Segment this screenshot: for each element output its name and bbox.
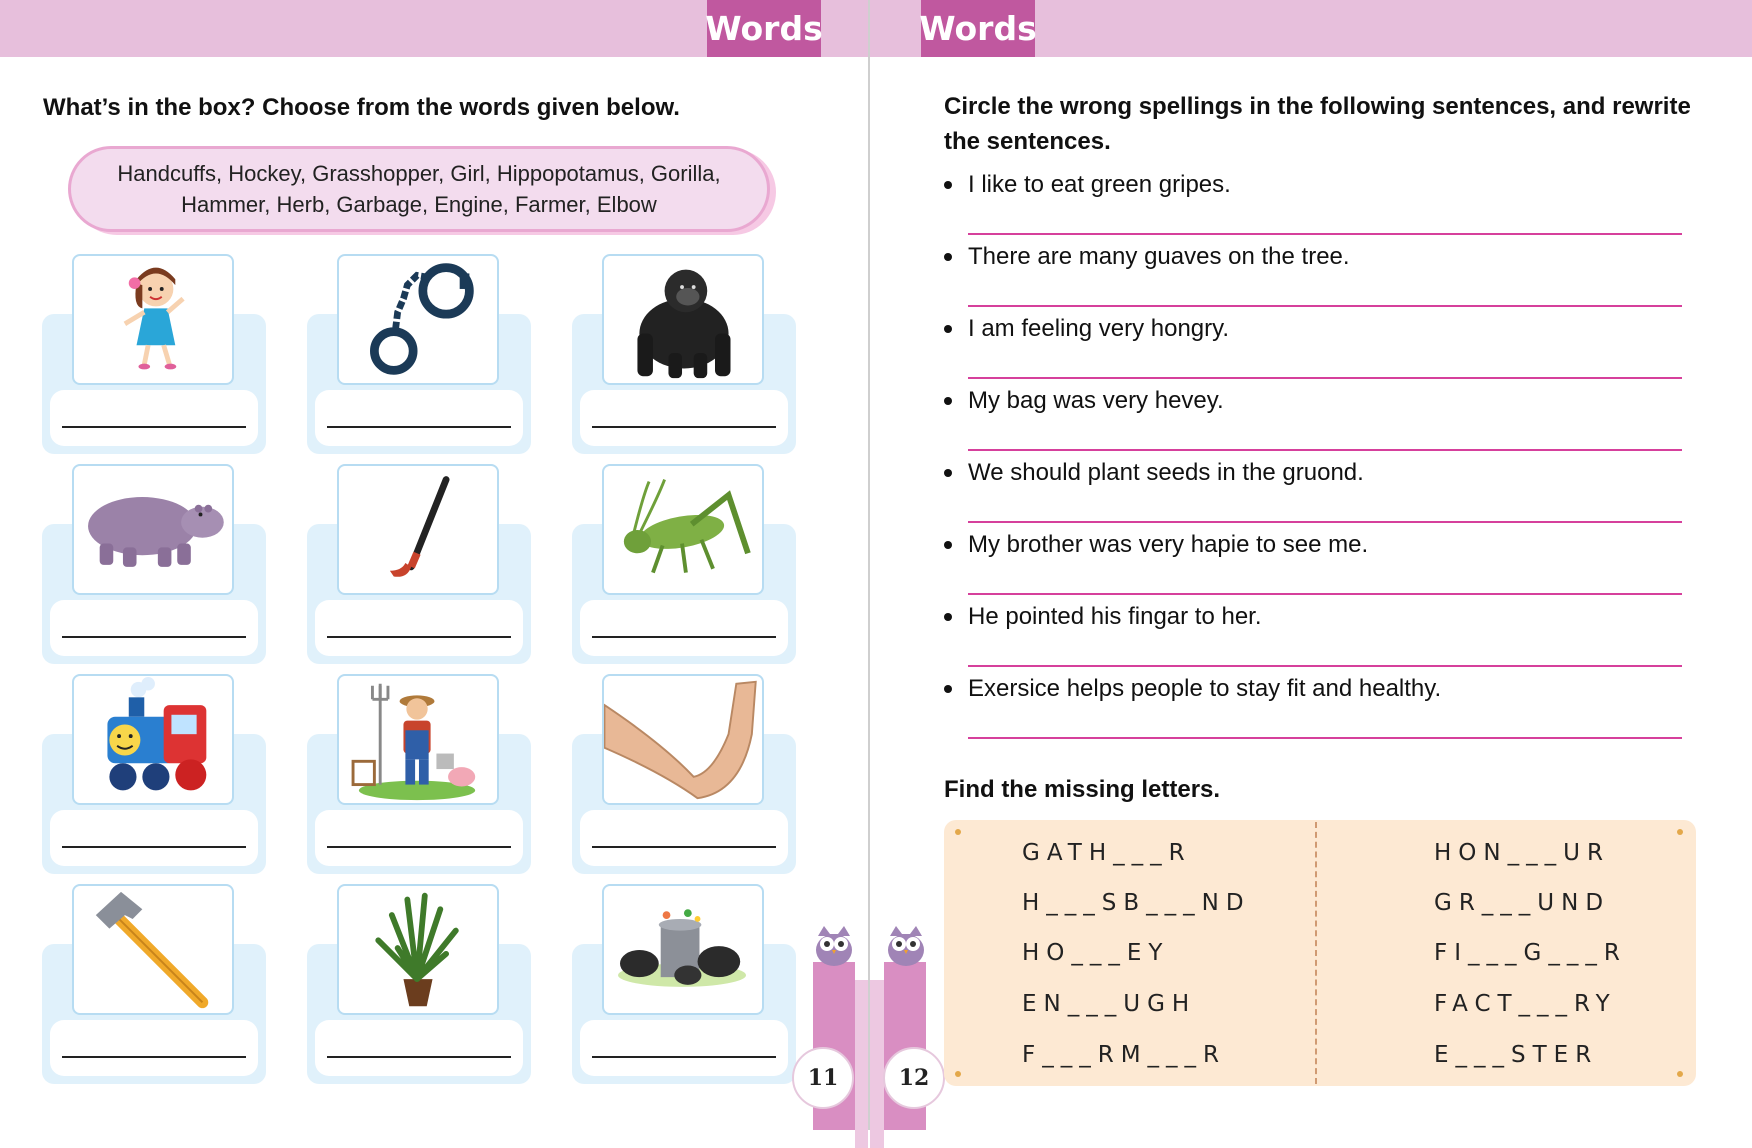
missing-word[interactable]: EN___UGH <box>1022 991 1197 1017</box>
corner-dot <box>955 1071 961 1077</box>
rewrite-line[interactable] <box>968 377 1682 379</box>
word-bank-line2: Hammer, Herb, Garbage, Engine, Farmer, Elbow <box>181 192 657 217</box>
missing-word[interactable]: FI___G___R <box>1434 940 1627 966</box>
rewrite-line[interactable] <box>968 665 1682 667</box>
header-bar <box>0 0 1752 57</box>
page-strip-right-light <box>870 980 884 1148</box>
rewrite-line[interactable] <box>968 233 1682 235</box>
sentence-text: I like to eat green gripes. <box>968 171 1231 198</box>
rewrite-line[interactable] <box>968 737 1682 739</box>
book-spine <box>868 0 870 1130</box>
owl-icon <box>882 922 930 968</box>
rewrite-line[interactable] <box>968 521 1682 523</box>
rewrite-line[interactable] <box>968 593 1682 595</box>
missing-word[interactable]: FACT___RY <box>1434 991 1617 1017</box>
gorilla-icon <box>602 254 764 385</box>
herb-icon <box>337 884 499 1015</box>
page-strip-left-light <box>855 980 868 1148</box>
corner-dot <box>1677 829 1683 835</box>
tab-words-right: Words <box>921 0 1035 57</box>
sentence-item <box>944 602 1262 632</box>
tab-words-left: Words <box>707 0 821 57</box>
engine-icon <box>72 674 234 805</box>
answer-field[interactable] <box>315 390 523 446</box>
sentence-text: Exersice helps people to stay fit and healthy. <box>968 675 1442 702</box>
missing-word[interactable]: GR___UND <box>1434 890 1611 916</box>
sentence-text: My bag was very hevey. <box>968 387 1224 414</box>
farmer-icon <box>337 674 499 805</box>
answer-field[interactable] <box>580 600 788 656</box>
sentence-item <box>944 314 1229 344</box>
hockey-stick-icon <box>337 464 499 595</box>
answer-field[interactable] <box>50 1020 258 1076</box>
elbow-icon <box>602 674 764 805</box>
sentence-item <box>944 242 1350 272</box>
handcuffs-icon <box>337 254 499 385</box>
missing-letters-divider <box>1315 822 1317 1084</box>
rewrite-line[interactable] <box>968 449 1682 451</box>
word-bank <box>68 146 770 232</box>
missing-word[interactable]: HO___EY <box>1022 940 1170 966</box>
answer-field[interactable] <box>50 390 258 446</box>
sentence-item <box>944 458 1364 488</box>
missing-word[interactable]: H___SB___ND <box>1022 890 1251 916</box>
sentence-item <box>944 170 1231 200</box>
grasshopper-icon <box>602 464 764 595</box>
sentence-item <box>944 674 1441 704</box>
sentence-text: My brother was very hapie to see me. <box>968 531 1369 558</box>
answer-field[interactable] <box>50 600 258 656</box>
corner-dot <box>1677 1071 1683 1077</box>
answer-field[interactable] <box>315 810 523 866</box>
answer-field[interactable] <box>50 810 258 866</box>
missing-word[interactable]: HON___UR <box>1434 840 1610 866</box>
garbage-icon <box>602 884 764 1015</box>
girl-icon <box>72 254 234 385</box>
answer-field[interactable] <box>580 390 788 446</box>
sentence-text: We should plant seeds in the gruond. <box>968 459 1364 486</box>
answer-field[interactable] <box>580 1020 788 1076</box>
hammer-icon <box>72 884 234 1015</box>
answer-field[interactable] <box>315 600 523 656</box>
sentence-text: There are many guaves on the tree. <box>968 243 1350 270</box>
rewrite-line[interactable] <box>968 305 1682 307</box>
sentence-text: I am feeling very hongry. <box>968 315 1230 342</box>
sentence-item <box>944 530 1368 560</box>
missing-word[interactable]: GATH___R <box>1022 840 1192 866</box>
answer-field[interactable] <box>315 1020 523 1076</box>
page-number-left: 11 <box>792 1047 854 1109</box>
left-instruction: What’s in the box? Choose from the words given below. <box>43 94 680 121</box>
page-number-right: 12 <box>883 1047 945 1109</box>
hippopotamus-icon <box>72 464 234 595</box>
answer-field[interactable] <box>580 810 788 866</box>
missing-word[interactable]: E___STER <box>1434 1042 1599 1068</box>
right-instruction-line1: Circle the wrong spellings in the following sentences, and rewrite <box>944 93 1691 120</box>
owl-icon <box>810 922 858 968</box>
sentence-item <box>944 386 1224 416</box>
sentence-text: He pointed his fingar to her. <box>968 603 1262 630</box>
corner-dot <box>955 829 961 835</box>
missing-letters-title: Find the missing letters. <box>944 776 1221 803</box>
missing-word[interactable]: F___RM___R <box>1022 1042 1227 1068</box>
word-bank-line1: Handcuffs, Hockey, Grasshopper, Girl, Hippopotamus, Gorilla, <box>117 161 721 186</box>
right-instruction-line2: the sentences. <box>944 128 1111 155</box>
